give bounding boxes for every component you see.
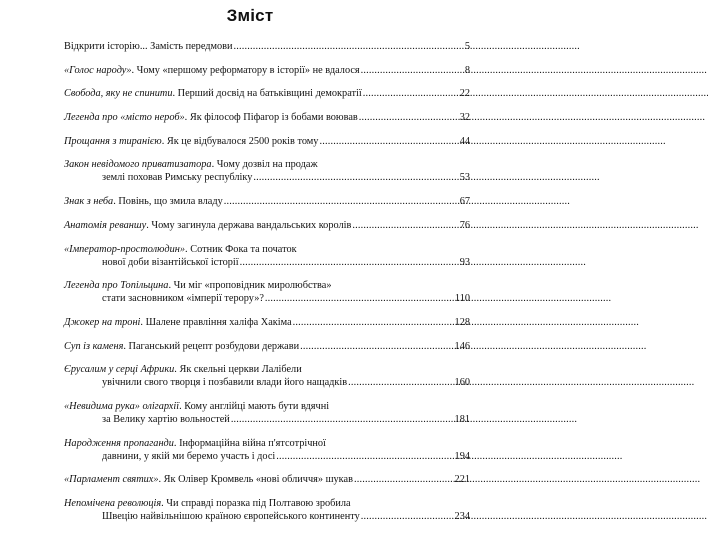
toc-entry-text <box>64 400 329 413</box>
toc-entry[interactable] <box>64 243 470 269</box>
toc-entry-description: . Чи справді поразка під Полтавою зробила <box>161 498 351 509</box>
toc-entry-text <box>64 158 318 171</box>
toc-entry-text <box>64 340 299 353</box>
dot-leader <box>253 171 458 184</box>
toc-entry-continuation: увічнили свого творця і позбавили влади його нащадків <box>102 377 348 389</box>
toc-entry-line <box>64 158 470 171</box>
toc-entry-continuation: землі поховав Римську республіку <box>102 172 253 184</box>
toc-entry-description: . Шалене правління халіфа Хакіма <box>140 316 292 328</box>
toc-entry-description: . Як це відбувалося 2500 років тому <box>161 135 319 147</box>
toc-entry-description: . Паганський рецепт розбудови держави <box>123 340 300 352</box>
dot-leader <box>354 473 454 486</box>
dot-leader <box>240 256 459 269</box>
dot-leader <box>293 316 454 329</box>
toc-entry-description: . Сотник Фока та початок <box>185 243 297 255</box>
toc-page-number: 32 <box>459 112 470 124</box>
toc-entry-text <box>64 473 353 486</box>
toc-entry-text <box>64 497 351 510</box>
dot-leader <box>363 87 459 100</box>
dot-leader <box>361 64 464 77</box>
toc-entry-text <box>64 279 331 292</box>
toc-page-number: 221 <box>454 474 470 486</box>
toc-entry-text <box>64 363 302 376</box>
toc-entry[interactable] <box>64 111 470 124</box>
dot-leader <box>231 413 454 426</box>
toc-page-number: 128 <box>454 316 470 328</box>
toc-page-number: 146 <box>454 340 470 352</box>
toc-entry-line <box>64 413 470 426</box>
toc-entry-description: . Як Олівер Кромвель «нові обличчя» шукав <box>158 474 353 486</box>
toc-entry-description: . Як філософ Піфагор із бобами воював <box>184 112 358 124</box>
toc-entry-text <box>64 87 362 100</box>
toc-entry[interactable] <box>64 400 470 426</box>
dot-leader <box>276 450 453 463</box>
toc-page-number: 22 <box>459 88 470 100</box>
toc-entry[interactable] <box>64 195 470 208</box>
toc-entry[interactable] <box>64 279 470 305</box>
toc-entry-text <box>64 195 223 208</box>
toc-entry-description: . Чому «першому реформатору в історії» не вдалося <box>131 64 360 76</box>
dot-leader <box>319 135 458 148</box>
page-title: Зміст <box>226 6 274 25</box>
dot-leader <box>361 510 454 523</box>
toc-entry-heading: Народження пропаганди <box>64 437 174 449</box>
dot-leader <box>348 376 453 389</box>
toc-page-number: 93 <box>459 256 470 268</box>
dot-leader <box>352 219 458 232</box>
toc-entry-description: Відкрити історію... Замість передмови <box>64 41 233 52</box>
toc-entry-continuation: Швецію найвільнішою країною європейського континенту <box>102 511 360 522</box>
toc-entry[interactable] <box>64 437 470 463</box>
toc-entry-text <box>64 40 233 53</box>
toc-entry-line <box>64 279 470 292</box>
toc-entry-continuation: за Велику хартію вольностей <box>102 413 230 425</box>
toc-page-number: 44 <box>459 135 470 147</box>
toc-entry-line <box>64 437 470 450</box>
toc-entry-line <box>64 87 470 100</box>
toc-entry-heading: Суп із каменя <box>64 340 124 352</box>
toc-entry-heading: Закон невідомого приватизатора <box>64 159 212 171</box>
toc-entry[interactable] <box>64 340 470 353</box>
dot-leader <box>224 195 459 208</box>
toc-entry[interactable] <box>64 158 470 184</box>
toc-entry[interactable] <box>64 87 470 100</box>
dot-leader <box>265 292 454 305</box>
toc-entry-line <box>64 219 470 232</box>
toc-entry-line <box>64 400 470 413</box>
toc-entry-line <box>64 256 470 269</box>
toc-entry-line <box>64 195 470 208</box>
toc-entry-description: . Чи міг «проповідник миролюбства» <box>168 280 332 292</box>
dot-leader <box>359 111 459 124</box>
toc-page-number: 8 <box>464 64 470 76</box>
toc-entry-heading: «Імператор-простолюдин» <box>64 243 186 255</box>
toc-entry-line <box>64 376 470 389</box>
toc-entry-description: . Перший досвід на батьківщині демократії <box>172 88 362 100</box>
toc-entry-line <box>64 135 470 148</box>
toc-entry-line <box>64 64 470 77</box>
toc-entry-heading: Непомічена революція <box>64 498 162 509</box>
toc-entry-heading: Свобода, яку не спинити <box>64 88 173 100</box>
toc-entry-line <box>64 510 470 523</box>
toc-page-number: 181 <box>454 413 470 425</box>
table-of-contents <box>64 40 470 534</box>
toc-entry-text <box>64 135 318 148</box>
toc-page-number: 5 <box>464 41 470 52</box>
toc-entry[interactable] <box>64 316 470 329</box>
toc-page-number: 160 <box>454 377 470 389</box>
toc-entry-line <box>64 111 470 124</box>
toc-entry-line <box>64 316 470 329</box>
toc-entry[interactable] <box>64 40 470 53</box>
toc-entry-description: . Інформаційна війна п'ятсотрічної <box>173 437 326 449</box>
toc-entry-text <box>64 437 326 450</box>
toc-entry-description: . Чому загинула держава вандальських королів <box>146 219 352 231</box>
toc-entry-text <box>64 243 297 256</box>
toc-page-number: 194 <box>454 450 470 462</box>
toc-entry-line <box>64 363 470 376</box>
toc-entry-text <box>64 111 358 124</box>
toc-page-number: 110 <box>454 293 470 305</box>
toc-entry-text <box>64 64 360 77</box>
dot-leader <box>300 340 453 353</box>
toc-entry-heading: Легенда про «місто нероб» <box>64 112 185 124</box>
toc-entry-description: . Повінь, що змила владу <box>113 196 223 208</box>
toc-entry-continuation: стати засновником «імперії терору»? <box>102 293 264 305</box>
toc-entry-line <box>64 243 470 256</box>
toc-entry-continuation: нової доби візантійської історії <box>102 256 239 268</box>
toc-entry-line <box>64 40 470 53</box>
toc-entry[interactable] <box>64 497 470 523</box>
toc-entry[interactable] <box>64 219 470 232</box>
toc-entry-description: . Як скельні церкви Лалібели <box>174 364 302 376</box>
toc-entry-line <box>64 450 470 463</box>
toc-page-number: 67 <box>459 196 470 208</box>
toc-entry[interactable] <box>64 473 470 486</box>
toc-entry-heading: «Невидима рука» олігархії <box>64 400 180 412</box>
toc-page-number: 53 <box>459 172 470 184</box>
toc-entry[interactable] <box>64 363 470 389</box>
toc-entry-heading: Легенда про Топільцина <box>64 280 169 292</box>
toc-entry-text <box>64 316 292 329</box>
toc-entry-heading: «Парламент святих» <box>64 474 159 486</box>
toc-entry-heading: Прощання з тиранією <box>64 135 162 147</box>
toc-page-number: 76 <box>459 219 470 231</box>
toc-entry-heading: Єрусалим у серці Африки <box>64 364 175 376</box>
toc-entry-heading: Анатомія реваншу <box>64 219 147 231</box>
toc-entry-line <box>64 340 470 353</box>
toc-entry-line <box>64 473 470 486</box>
toc-entry[interactable] <box>64 64 470 77</box>
toc-entry-description: . Чому дозвіл на продаж <box>211 159 318 171</box>
dot-leader <box>234 40 464 53</box>
toc-entry-continuation: давнини, у якій ми беремо участь і досі <box>102 450 276 462</box>
toc-entry-heading: Знак з неба <box>64 196 114 208</box>
toc-entry-heading: Джокер на троні <box>64 316 141 328</box>
toc-entry-heading: «Голос народу» <box>64 64 132 76</box>
toc-entry-line <box>64 497 470 510</box>
toc-entry-text <box>64 219 351 232</box>
toc-entry-description: . Кому англійці мають бути вдячні <box>179 400 330 412</box>
toc-entry-line <box>64 171 470 184</box>
toc-page-number: 234 <box>454 511 470 522</box>
toc-entry-line <box>64 292 470 305</box>
toc-entry[interactable] <box>64 135 470 148</box>
